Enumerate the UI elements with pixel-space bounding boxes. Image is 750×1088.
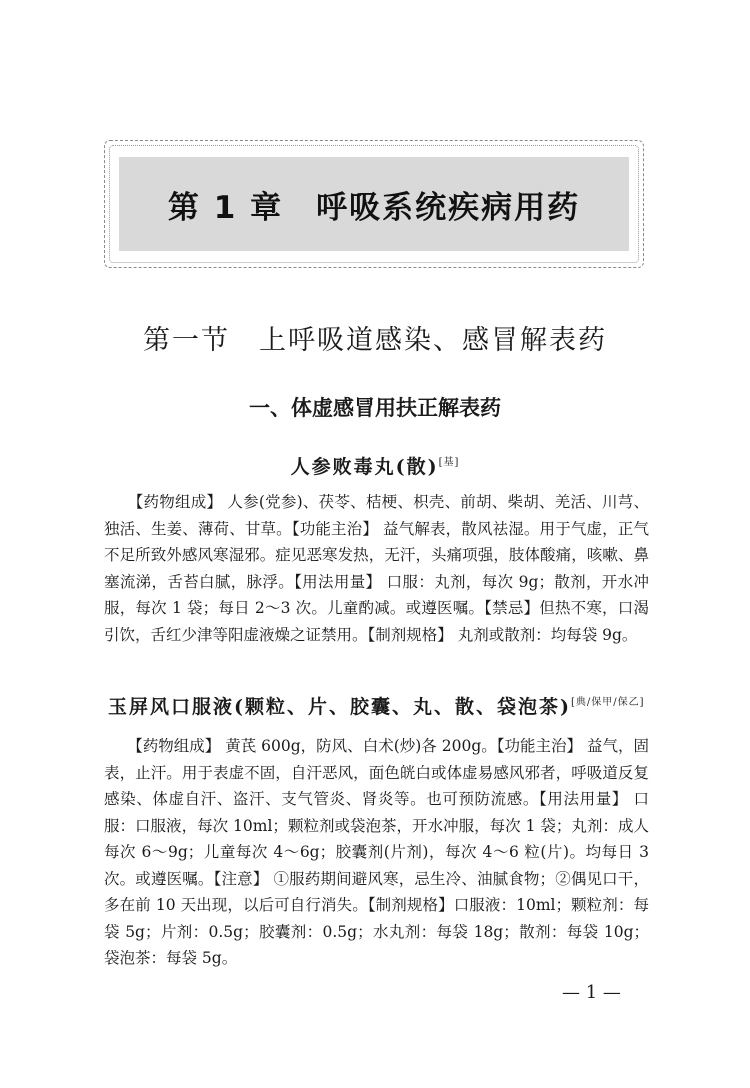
drug-name: 人参败毒丸(散) <box>290 456 439 478</box>
drug-heading <box>108 692 645 719</box>
entry-text: 口服：丸剂，每次 9g；散剂，开水冲服，每次 1 袋；每日 2～3 次。儿童酌减。或遵医嘱。 <box>104 572 649 617</box>
drug-catalog-mark: [典/保甲/保乙] <box>570 697 645 708</box>
subsection-title: 一、体虚感冒用扶正解表药 <box>249 396 501 420</box>
entry-label: 【制剂规格】 <box>367 896 454 914</box>
entry-label: 【禁忌】 <box>484 599 540 617</box>
entry-label: 【功能主治】 <box>496 737 583 755</box>
drug-description <box>104 733 649 972</box>
chapter-title: 第 1 章 呼吸系统疾病用药 <box>167 189 581 226</box>
entry-label: 【用法用量】 <box>539 790 628 808</box>
chapter-banner <box>104 140 644 268</box>
entry-label: 【药物组成】 <box>135 737 221 755</box>
chapter-banner-fill <box>119 157 629 251</box>
entry-text: 丸剂或散剂：均每袋 9g。 <box>457 625 638 644</box>
entry-text: 但热不寒，口渴引饮，舌红少津等阳虚液燥之证禁用。 <box>104 599 649 644</box>
drug-heading <box>0 452 750 479</box>
page-number: — 1 — <box>562 982 621 1003</box>
entry-text: 益气，固表，止汗。用于表虚不固，自汗恶风，面色㿠白或体虚易感风邪者，呼吸道反复感染、体虚自汗、盗汗、支气管炎、肾炎等。也可预防流感。 <box>104 737 649 808</box>
entry-label: 【用法用量】 <box>294 572 382 591</box>
entry-text: ①服药期间避风寒，忌生冷、油腻食物；②偶见口干，多在前 10 天出现，以后可自行消失。 <box>104 869 649 914</box>
entry-text: 口服液：10ml；颗粒剂：每袋 5g；片剂：0.5g；胶囊剂：0.5g；水丸剂：每袋 18g；散剂：每袋 10g；袋泡茶：每袋 5g。 <box>104 896 649 967</box>
drug-name: 玉屏风口服液(颗粒、片、胶囊、丸、散、袋泡茶) <box>108 696 571 718</box>
drug-catalog-mark: [基] <box>438 457 460 468</box>
entry-text: 口服：口服液，每次 10ml；颗粒剂或袋泡茶，开水冲服，每次 1 袋；丸剂：成人每次 6～9g；儿童每次 4～6g；胶囊剂(片剂)，每次 4～6 粒(片)。均每日 3 次。或遵医嘱。 <box>104 790 649 888</box>
drug-description <box>104 489 649 648</box>
entry-text: 黄芪 600g，防风、白术(炒)各 200g。 <box>225 737 497 755</box>
section-title: 第一节 上呼吸道感染、感冒解表药 <box>143 325 607 356</box>
entry-text: 益气解表，散风祛湿。用于气虚，正气不足所致外感风寒湿邪。症见恶寒发热，无汗，头痛项强，肢体酸痛，咳嗽、鼻塞流涕，舌苔白腻，脉浮。 <box>104 519 649 591</box>
entry-label: 【药物组成】 <box>135 493 223 511</box>
entry-text: 人参(党参)、茯苓、桔梗、枳壳、前胡、柴胡、羌活、川芎、独活、生姜、薄荷、甘草。 <box>104 493 649 538</box>
entry-label: 【注意】 <box>213 869 269 888</box>
entry-label: 【制剂规格】 <box>367 625 453 644</box>
entry-label: 【功能主治】 <box>291 519 378 538</box>
